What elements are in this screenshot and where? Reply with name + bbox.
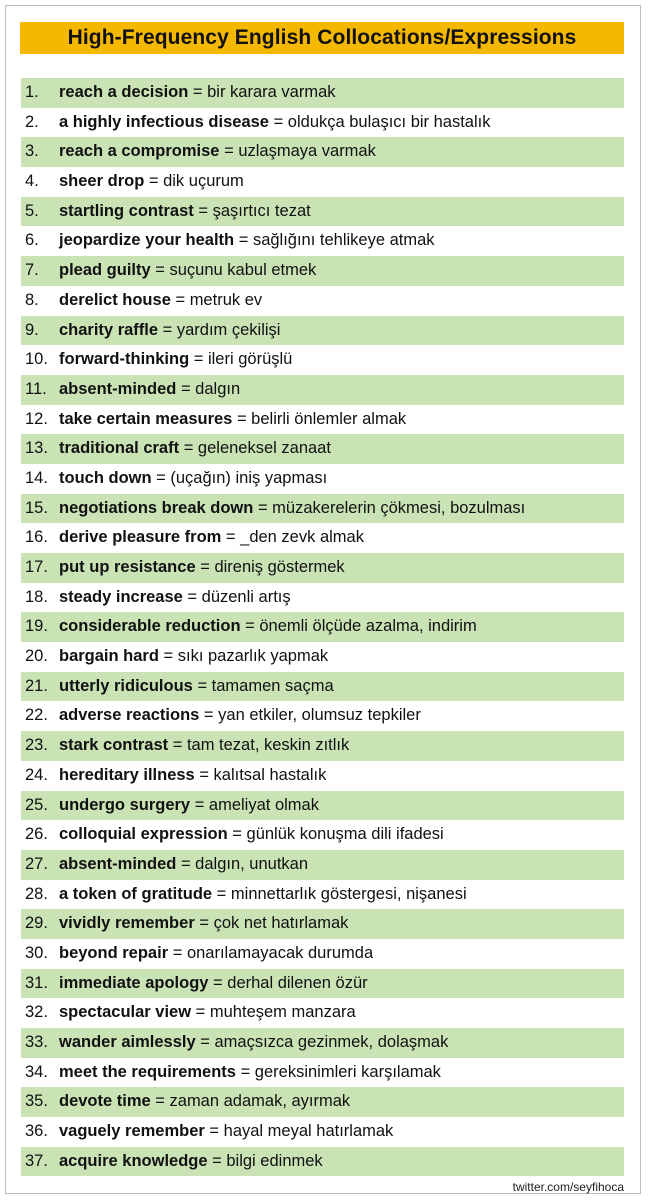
table-row xyxy=(21,108,624,138)
equals-sign: = xyxy=(208,973,228,992)
row-number: 12. xyxy=(25,409,48,428)
equals-sign: = xyxy=(240,617,260,636)
row-number: 5. xyxy=(25,201,39,220)
table-row xyxy=(21,791,624,821)
equals-sign: = xyxy=(150,261,170,280)
equals-sign: = xyxy=(268,112,288,131)
row-term: considerable reduction xyxy=(59,617,241,636)
row-term: spectacular view xyxy=(59,1003,192,1022)
row-meaning: düzenli artış xyxy=(201,587,291,606)
table-row xyxy=(21,969,624,999)
row-meaning: zaman adamak, ayırmak xyxy=(169,1092,351,1111)
row-meaning: ileri görüşlü xyxy=(207,350,293,369)
equals-sign: = xyxy=(158,647,178,666)
row-term: forward-thinking xyxy=(59,350,190,369)
row-term: derive pleasure from xyxy=(59,528,222,547)
row-meaning: _den zevk almak xyxy=(240,528,364,547)
equals-sign: = xyxy=(232,409,252,428)
row-number: 30. xyxy=(25,943,48,962)
equals-sign: = xyxy=(199,706,219,725)
equals-sign: = xyxy=(194,914,214,933)
row-number: 9. xyxy=(25,320,39,339)
row-number: 28. xyxy=(25,884,48,903)
row-term: steady increase xyxy=(59,587,183,606)
table-row xyxy=(21,939,624,969)
row-term: adverse reactions xyxy=(59,706,200,725)
row-term: startling contrast xyxy=(59,201,194,220)
row-meaning: belirli önlemler almak xyxy=(251,409,407,428)
row-number: 36. xyxy=(25,1122,48,1141)
equals-sign: = xyxy=(176,854,196,873)
table-row xyxy=(21,197,624,227)
table-row xyxy=(21,761,624,791)
equals-sign: = xyxy=(195,1033,215,1051)
row-term: vaguely remember xyxy=(59,1122,205,1141)
table-row xyxy=(21,286,624,316)
row-number: 10. xyxy=(25,350,48,369)
row-meaning: minnettarlık göstergesi, nişanesi xyxy=(230,884,467,903)
row-meaning: amaçsızca gezinmek, dolaşmak xyxy=(214,1033,449,1051)
row-meaning: önemli ölçüde azalma, indirim xyxy=(259,617,477,636)
row-term: take certain measures xyxy=(59,409,233,428)
row-meaning: yardım çekilişi xyxy=(176,320,281,339)
table-row xyxy=(21,167,624,197)
row-meaning: kalıtsal hastalık xyxy=(213,765,327,784)
table-row xyxy=(21,553,624,583)
row-number: 22. xyxy=(25,706,48,725)
row-term: traditional craft xyxy=(59,439,180,458)
row-number: 2. xyxy=(25,112,39,131)
row-number: 21. xyxy=(25,676,48,695)
row-number: 15. xyxy=(25,498,48,517)
row-meaning: dalgın xyxy=(195,379,241,398)
table-row xyxy=(21,672,624,702)
row-meaning: muhteşem manzara xyxy=(209,1003,356,1022)
row-term: absent-minded xyxy=(59,379,177,398)
row-term: acquire knowledge xyxy=(59,1151,208,1170)
row-meaning: sağlığını tehlikeye atmak xyxy=(252,231,435,250)
row-meaning: hayal meyal hatırlamak xyxy=(223,1122,394,1141)
table-row xyxy=(21,820,624,850)
row-number: 33. xyxy=(25,1033,48,1051)
table-row xyxy=(21,583,624,613)
row-number: 26. xyxy=(25,825,48,844)
equals-sign: = xyxy=(192,676,212,695)
row-meaning: müzakerelerin çökmesi, bozulması xyxy=(272,498,526,517)
row-term: wander aimlessly xyxy=(59,1033,196,1051)
equals-sign: = xyxy=(204,1122,224,1141)
table-row xyxy=(21,316,624,346)
row-term: charity raffle xyxy=(59,320,159,339)
equals-sign: = xyxy=(212,884,231,903)
row-number: 34. xyxy=(25,1062,48,1081)
equals-sign: = xyxy=(191,1003,210,1022)
row-number: 4. xyxy=(25,172,39,191)
row-meaning: şaşırtıcı tezat xyxy=(212,201,311,220)
row-number: 1. xyxy=(25,83,39,101)
table-row xyxy=(21,1147,624,1177)
equals-sign: = xyxy=(150,1092,170,1111)
row-term: negotiations break down xyxy=(59,498,254,517)
row-term: reach a decision xyxy=(59,83,189,101)
row-meaning: sıkı pazarlık yapmak xyxy=(177,647,329,666)
row-number: 8. xyxy=(25,290,39,309)
equals-sign: = xyxy=(219,142,239,161)
row-meaning: oldukça bulaşıcı bir hastalık xyxy=(287,112,491,131)
table-row xyxy=(21,701,624,731)
row-term: vividly remember xyxy=(59,914,195,933)
row-term: utterly ridiculous xyxy=(59,676,193,695)
row-term: reach a compromise xyxy=(59,142,220,161)
table-row xyxy=(21,612,624,642)
table-row xyxy=(21,1058,624,1088)
table-row xyxy=(21,464,624,494)
row-term: plead guilty xyxy=(59,261,151,280)
row-meaning: gereksinimleri karşılamak xyxy=(254,1062,441,1081)
row-meaning: bilgi edinmek xyxy=(226,1151,323,1170)
equals-sign: = xyxy=(221,528,241,547)
row-meaning: geleneksel zanaat xyxy=(197,439,331,458)
equals-sign: = xyxy=(144,172,164,191)
row-term: undergo surgery xyxy=(59,795,191,814)
row-term: bargain hard xyxy=(59,647,159,666)
table-row xyxy=(21,405,624,435)
table-row xyxy=(21,731,624,761)
equals-sign: = xyxy=(168,943,187,962)
table-row xyxy=(21,375,624,405)
row-term: immediate apology xyxy=(59,973,209,992)
row-term: devote time xyxy=(59,1092,151,1111)
table-row xyxy=(21,226,624,256)
equals-sign: = xyxy=(179,439,198,458)
footer-credit: twitter.com/seyfihoca xyxy=(512,1180,624,1194)
page-title: High-Frequency English Collocations/Expressions xyxy=(20,22,624,54)
equals-sign: = xyxy=(158,320,177,339)
table-row xyxy=(21,434,624,464)
collocation-table xyxy=(21,78,624,1176)
equals-sign: = xyxy=(253,498,273,517)
row-meaning: çok net hatırlamak xyxy=(213,914,349,933)
equals-sign: = xyxy=(193,201,213,220)
row-term: hereditary illness xyxy=(59,765,195,784)
equals-sign: = xyxy=(176,379,196,398)
row-number: 7. xyxy=(25,261,39,280)
row-term: sheer drop xyxy=(59,172,145,191)
row-meaning: günlük konuşma dili ifadesi xyxy=(246,825,444,844)
row-meaning: dik uçurum xyxy=(163,172,244,191)
row-number: 6. xyxy=(25,231,39,250)
row-number: 19. xyxy=(25,617,48,636)
row-meaning: metruk ev xyxy=(189,290,263,309)
equals-sign: = xyxy=(188,83,208,101)
row-number: 17. xyxy=(25,558,48,576)
table-row xyxy=(21,909,624,939)
row-number: 35. xyxy=(25,1092,48,1111)
row-number: 31. xyxy=(25,973,48,992)
row-meaning: tamamen saçma xyxy=(211,676,334,695)
table-row xyxy=(21,642,624,672)
row-number: 25. xyxy=(25,795,48,814)
row-meaning: (uçağın) iniş yapması xyxy=(170,468,328,487)
row-term: put up resistance xyxy=(59,558,196,576)
row-term: a token of gratitude xyxy=(59,884,213,903)
equals-sign: = xyxy=(207,1151,227,1170)
table-row xyxy=(21,880,624,910)
row-number: 27. xyxy=(25,854,48,873)
row-number: 13. xyxy=(25,439,48,458)
table-row xyxy=(21,998,624,1028)
table-row xyxy=(21,1117,624,1147)
row-number: 11. xyxy=(25,379,47,398)
equals-sign: = xyxy=(227,825,247,844)
row-number: 20. xyxy=(25,647,48,666)
table-row xyxy=(21,78,624,108)
table-row xyxy=(21,523,624,553)
row-number: 32. xyxy=(25,1003,48,1022)
row-meaning: yan etkiler, olumsuz tepkiler xyxy=(218,706,421,725)
row-term: a highly infectious disease xyxy=(59,112,269,131)
row-number: 18. xyxy=(25,587,48,606)
table-row xyxy=(21,1087,624,1117)
row-meaning: ameliyat olmak xyxy=(208,795,319,814)
equals-sign: = xyxy=(190,795,209,814)
equals-sign: = xyxy=(194,765,214,784)
row-number: 16. xyxy=(25,528,48,547)
row-number: 23. xyxy=(25,736,48,755)
equals-sign: = xyxy=(235,1062,255,1081)
equals-sign: = xyxy=(170,290,190,309)
equals-sign: = xyxy=(182,587,202,606)
equals-sign: = xyxy=(195,558,215,576)
table-row xyxy=(21,256,624,286)
row-meaning: direniş göstermek xyxy=(214,558,345,576)
row-number: 14. xyxy=(25,468,48,487)
table-row xyxy=(21,137,624,167)
row-meaning: uzlaşmaya varmak xyxy=(238,142,376,161)
row-term: touch down xyxy=(59,468,152,487)
table-row xyxy=(21,850,624,880)
equals-sign: = xyxy=(168,736,187,755)
row-meaning: dalgın, unutkan xyxy=(195,854,309,873)
equals-sign: = xyxy=(189,350,208,369)
table-row xyxy=(21,494,624,524)
row-meaning: suçunu kabul etmek xyxy=(169,261,317,280)
row-meaning: tam tezat, keskin zıtlık xyxy=(186,736,350,755)
row-number: 3. xyxy=(25,142,39,161)
table-row xyxy=(21,345,624,375)
row-term: meet the requirements xyxy=(59,1062,236,1081)
row-term: stark contrast xyxy=(59,736,169,755)
equals-sign: = xyxy=(234,231,253,250)
row-term: absent-minded xyxy=(59,854,177,873)
equals-sign: = xyxy=(151,468,171,487)
row-meaning: derhal dilenen özür xyxy=(227,973,368,992)
row-term: derelict house xyxy=(59,290,171,309)
row-term: jeopardize your health xyxy=(59,231,235,250)
row-number: 24. xyxy=(25,765,48,784)
row-number: 29. xyxy=(25,914,48,933)
row-meaning: onarılamayacak durumda xyxy=(186,943,374,962)
row-term: beyond repair xyxy=(59,943,169,962)
row-term: colloquial expression xyxy=(59,825,228,844)
table-row xyxy=(21,1028,624,1058)
row-meaning: bir karara varmak xyxy=(207,83,336,101)
row-number: 37. xyxy=(25,1151,48,1170)
